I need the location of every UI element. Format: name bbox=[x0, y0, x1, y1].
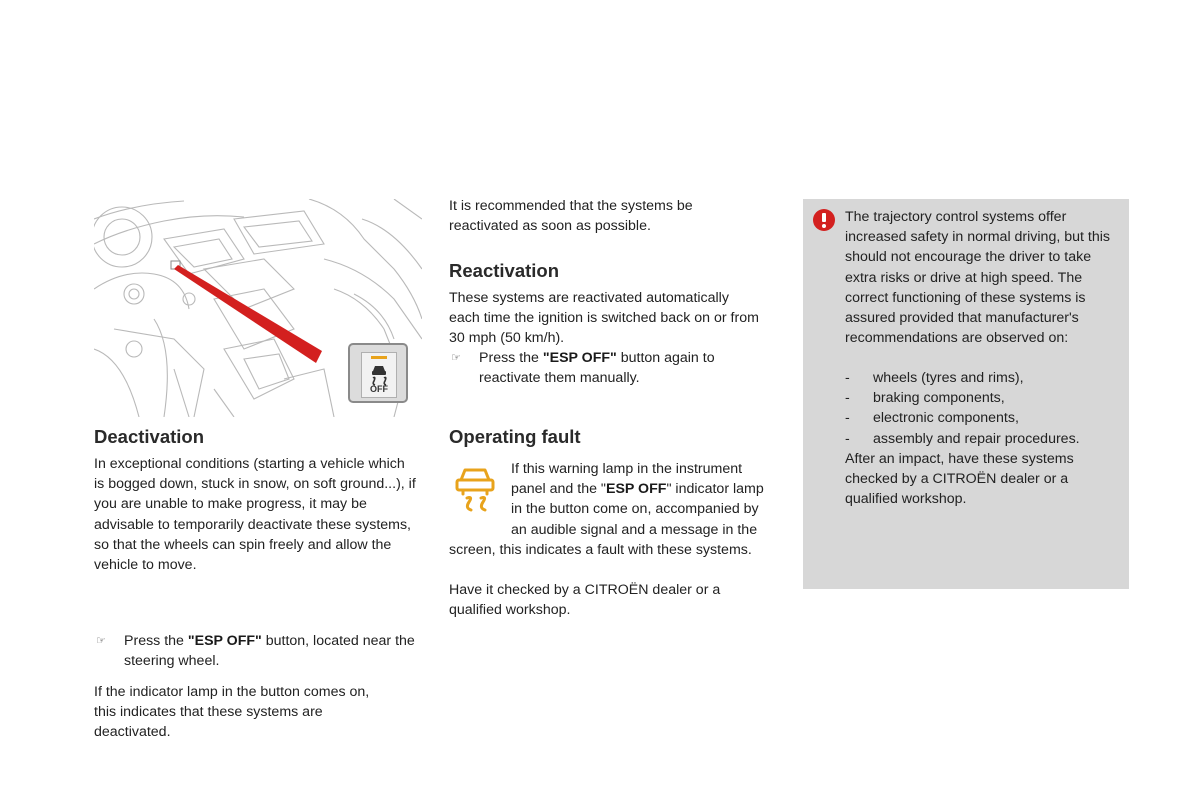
deactivation-heading: Deactivation bbox=[94, 426, 205, 447]
warning-box bbox=[803, 199, 1129, 589]
fault-text-dealer: Have it checked by a CITROËN dealer or a qualified workshop. bbox=[449, 582, 721, 619]
list-item: - assembly and repair procedures. bbox=[845, 430, 1080, 447]
deactivation-bullet-text: Press the "ESP OFF" button, located near the steering wheel. bbox=[124, 633, 415, 670]
list-item: - electronic components, bbox=[845, 410, 1019, 427]
reactivation-heading: Reactivation bbox=[449, 260, 560, 281]
list-item: - braking components, bbox=[845, 390, 1005, 407]
list-item: - wheels (tyres and rims), bbox=[845, 370, 1024, 386]
esp-off-button-icon bbox=[348, 343, 408, 403]
deactivation-footer: If the indicator lamp in the button comes on, this indicates that these systems are deactivated. bbox=[94, 684, 370, 741]
esp-button-label: OFF bbox=[370, 384, 388, 394]
deactivation-bullet bbox=[94, 631, 422, 671]
fault-text: If this warning lamp in the instrument panel and the "ESP OFF" indicator lamp in the button come on, accompanied by an audible signal and a message in the screen, this indicates a fault with these systems. bbox=[449, 461, 764, 558]
operating-fault-heading: Operating fault bbox=[449, 426, 581, 447]
dashboard-illustration bbox=[94, 199, 422, 417]
reactivate-recommendation: It is recommended that the systems be reactivated as soon as possible. bbox=[449, 198, 693, 235]
pointing-hand-icon: ☞ bbox=[451, 352, 461, 364]
reactivation-body: These systems are reactivated automatically each time the ignition is switched back on or from 30 mph (50 km/h). bbox=[449, 290, 759, 347]
exclamation-warning-icon bbox=[813, 209, 835, 231]
pointing-hand-icon: ☞ bbox=[96, 635, 106, 647]
reactivation-bullet bbox=[449, 348, 763, 388]
reactivation-bullet-text: Press the "ESP OFF" button again to reactivate them manually. bbox=[479, 350, 715, 387]
warning-intro: The trajectory control systems offer increased safety in normal driving, but this should not encourage the driver to take extra risks or drive at high speed. The correct functioning of these systems is assured provided that manufacturer's recommendations are observed on: bbox=[845, 209, 1110, 347]
deactivation-body: In exceptional conditions (starting a vehicle which is bogged down, stuck in snow, on soft ground...), if you are unable to make progress, it may be advisable to temporarily deactivate these systems, so that the wheels can spin freely and allow the vehicle to move. bbox=[94, 456, 416, 574]
warning-list bbox=[845, 368, 1125, 449]
warning-footer: After an impact, have these systems checked by a CITROËN dealer or a qualified workshop. bbox=[845, 451, 1074, 508]
